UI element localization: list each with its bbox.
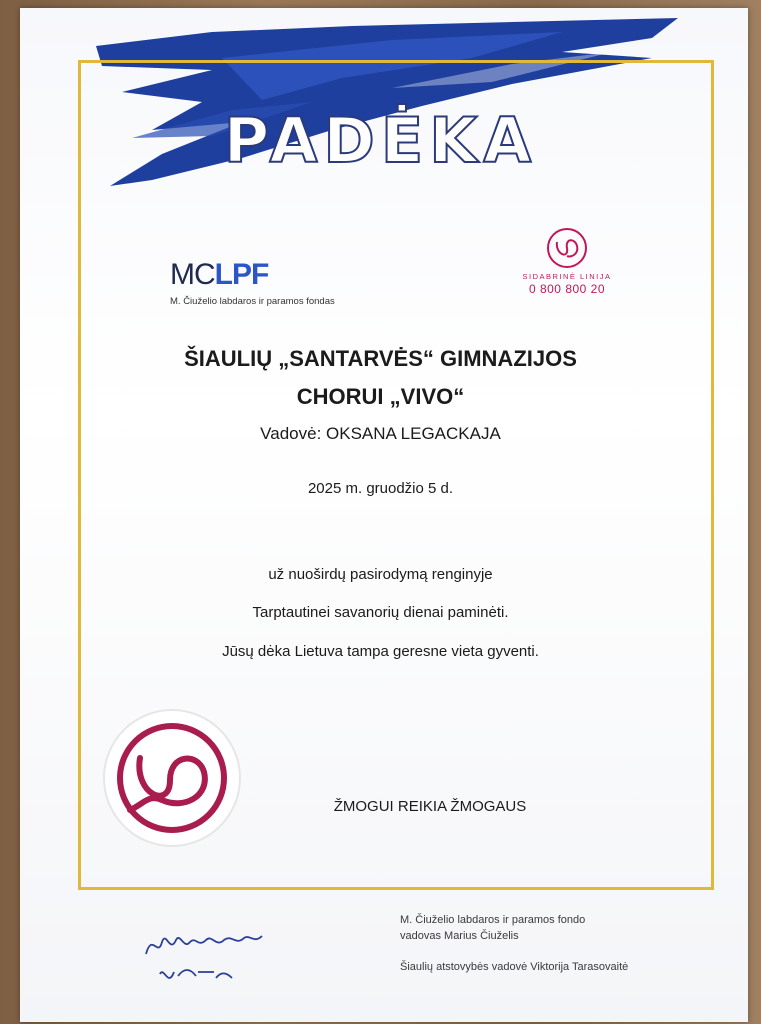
handwritten-signatures — [140, 918, 280, 996]
certificate-title: PADĖKA — [223, 104, 538, 177]
footer-line1: M. Čiuželio labdaros ir paramos fondo — [400, 914, 586, 926]
slogan: ŽMOGUI REIKIA ŽMOGAUS — [333, 798, 527, 815]
footer-line2: vadovas Marius Čiuželis — [400, 930, 519, 942]
mclpf-logo-text — [170, 258, 268, 292]
certificate-date: 2025 m. gruodžio 5 d. — [307, 480, 454, 497]
mclpf-logo — [170, 258, 370, 318]
partner-name: SIDABRINĖ LINIJA — [522, 272, 612, 281]
footer-line3: Šiaulių atstovybės vadovė Viktorija Tarasovaitė — [400, 961, 629, 973]
heart-sticker — [100, 706, 244, 850]
recipient-line1: ŠIAULIŲ „SANTARVĖS“ GIMNAZIJOS — [184, 346, 577, 371]
sidabrine-linija-logo — [512, 226, 622, 312]
message-line3: Jūsų dėka Lietuva tampa geresne vieta gyventi. — [222, 643, 539, 660]
partner-phone: 0 800 800 20 — [528, 282, 606, 296]
recipient-line2: CHORUI „VIVO“ — [296, 384, 465, 409]
leader-line: Vadovė: OKSANA LEGACKAJA — [260, 424, 501, 443]
mclpf-logo-suffix: LPF — [214, 258, 269, 291]
heart-loop-icon — [545, 226, 589, 270]
mclpf-subtitle: M. Čiuželio labdaros ir paramos fondas — [170, 296, 335, 307]
message-line1: už nuoširdų pasirodymą renginyje — [268, 566, 493, 583]
message-line2: Tarptautinei savanorių dienai paminėti. — [252, 604, 509, 621]
mclpf-logo-prefix: MC — [170, 258, 215, 291]
